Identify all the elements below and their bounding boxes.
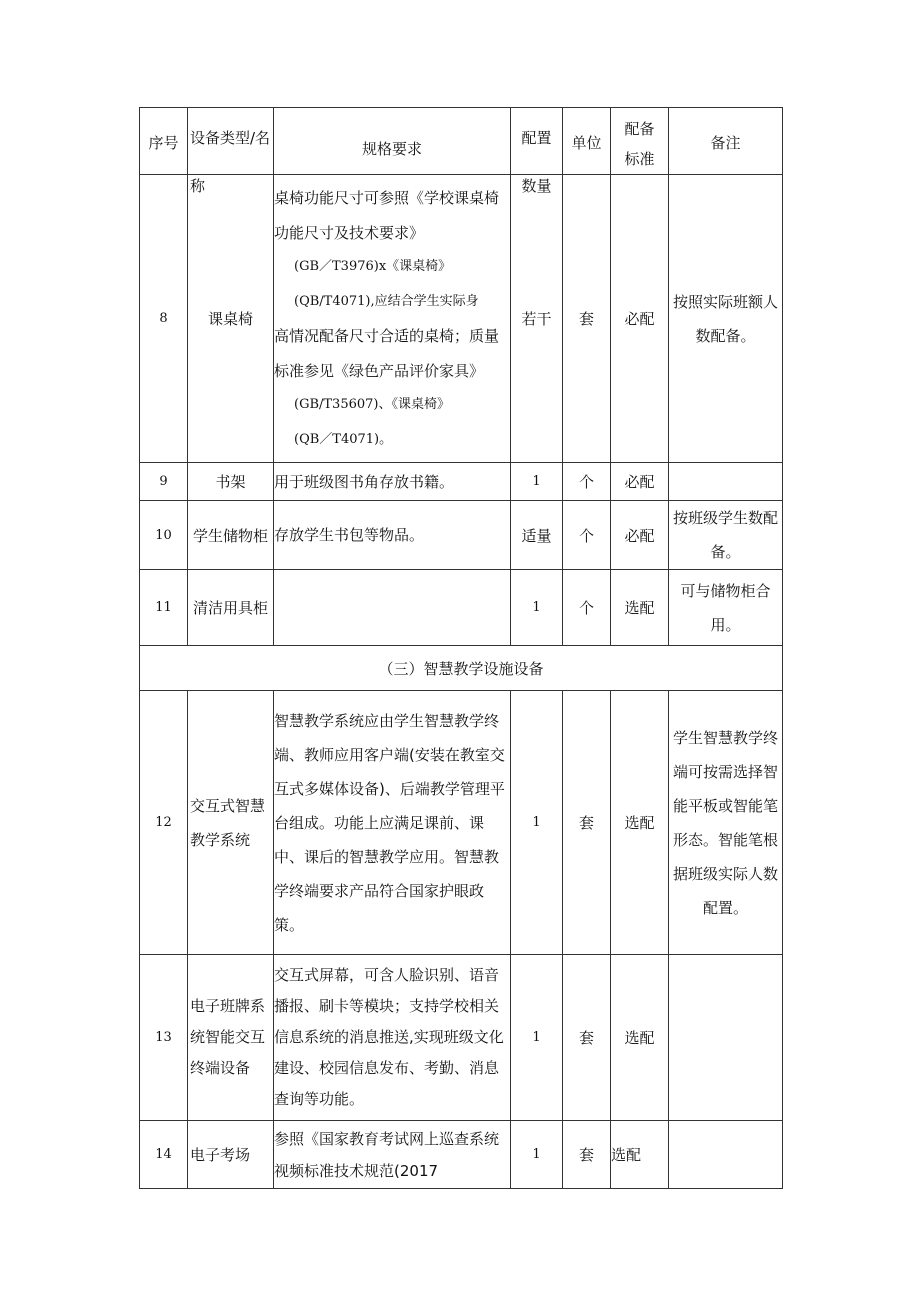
row-spec: 用于班级图书角存放书籍。 [274,463,511,501]
row-unit: 套 [563,175,611,463]
row-qty: 1 [511,955,563,1121]
row-unit: 套 [563,955,611,1121]
spec-line: 标准参见《绿色产品评价家具》 [274,361,485,380]
row-name [188,955,274,1121]
table-row [140,463,783,501]
row-unit: 个 [563,570,611,646]
row-std: 选配 [611,955,669,1121]
spec-line: (QB／T4071)。 [294,431,393,447]
row-qty: 1 [511,463,563,501]
section-title: （三）智慧教学设施设备 [140,646,783,691]
table-row [140,955,783,1121]
row-unit: 套 [563,1121,611,1189]
row-qty: 1 [511,1121,563,1189]
row-std: 选配 [611,1121,669,1189]
section-row [140,646,783,691]
table-row [140,1121,783,1189]
row-seq: 11 [140,570,188,646]
row-qty: 若干 [511,175,563,463]
row-std: 必配 [611,175,669,463]
equipment-spec-table [139,107,783,1189]
row-note [669,463,783,501]
row-note: 可与储物柜合用。 [669,570,783,646]
row-unit: 个 [563,463,611,501]
row-note: 按班级学生数配备。 [669,501,783,570]
row-unit: 个 [563,501,611,570]
table-row [140,570,783,646]
row-seq: 8 [140,175,188,463]
row-seq: 14 [140,1121,188,1189]
table-row [140,501,783,570]
row-note [669,1121,783,1189]
header-device: 设备类型/名称 [188,108,274,175]
spec-line: 桌椅功能尺寸可参照《学校课桌椅 [274,189,500,207]
row-name: 清洁用具柜 [188,570,274,646]
row-seq: 12 [140,691,188,955]
row-seq: 9 [140,463,188,501]
table-row [140,691,783,955]
row-spec: 交互式屏幕，可含人脸识别、语音播报、刷卡等模块；支持学校相关信息系统的消息推送,实现班级文化建设、校园信息发布、考勤、消息查询等功能。 [274,955,511,1121]
device-name-text: 电子班牌系统智能交互终端设备 [190,997,266,1077]
row-seq: 10 [140,501,188,570]
table-row [140,175,783,463]
row-unit: 套 [563,691,611,955]
header-std: 配备标准 [611,108,669,175]
row-name: 学生储物柜 [188,501,274,570]
row-qty: 1 [511,691,563,955]
header-seq: 序号 [140,108,188,175]
row-seq: 13 [140,955,188,1121]
row-spec: 智慧教学系统应由学生智慧教学终端、教师应用客户端(安装在教室交互式多媒体设备)、后端教学管理平台组成。功能上应满足课前、课中、课后的智慧教学应用。智慧教学终端要求产品符合国家护眼政策。 [274,691,511,955]
device-name-text: 交互式智慧教学系统 [190,796,266,849]
row-std: 选配 [611,691,669,955]
row-std: 必配 [611,463,669,501]
row-name: 电子考场 [188,1121,274,1189]
header-note: 备注 [669,108,783,175]
row-note [669,955,783,1121]
row-std: 选配 [611,570,669,646]
header-spec: 规格要求 [274,108,511,175]
spec-line: 功能尺寸及技术要求》 [274,223,425,242]
row-note: 学生智慧教学终端可按需选择智能平板或智能笔形态。智能笔根据班级实际人数配置。 [669,691,783,955]
row-spec: 存放学生书包等物品。 [274,501,511,570]
header-unit: 单位 [563,108,611,175]
row-name: 课桌椅 [188,175,274,463]
header-qty: 配置数量 [511,108,563,175]
row-note: 按照实际班额人数配备。 [669,175,783,463]
row-name [188,691,274,955]
row-spec [274,175,511,463]
row-spec: 参照《国家教育考试网上巡查系统视频标准技术规范(2017 [274,1121,511,1189]
row-qty: 适量 [511,501,563,570]
spec-line: 高情况配备尺寸合适的桌椅；质量 [274,327,500,345]
spec-line: (GB／T3976)x《课桌椅》 [294,259,452,274]
header-row [140,108,783,175]
row-name: 书架 [188,463,274,501]
spec-line: (GB/T35607)、《课桌椅》 [294,397,450,412]
spec-line: (QB/T4071),应结合学生实际身 [294,293,479,309]
row-qty: 1 [511,570,563,646]
row-std: 必配 [611,501,669,570]
row-spec [274,570,511,646]
